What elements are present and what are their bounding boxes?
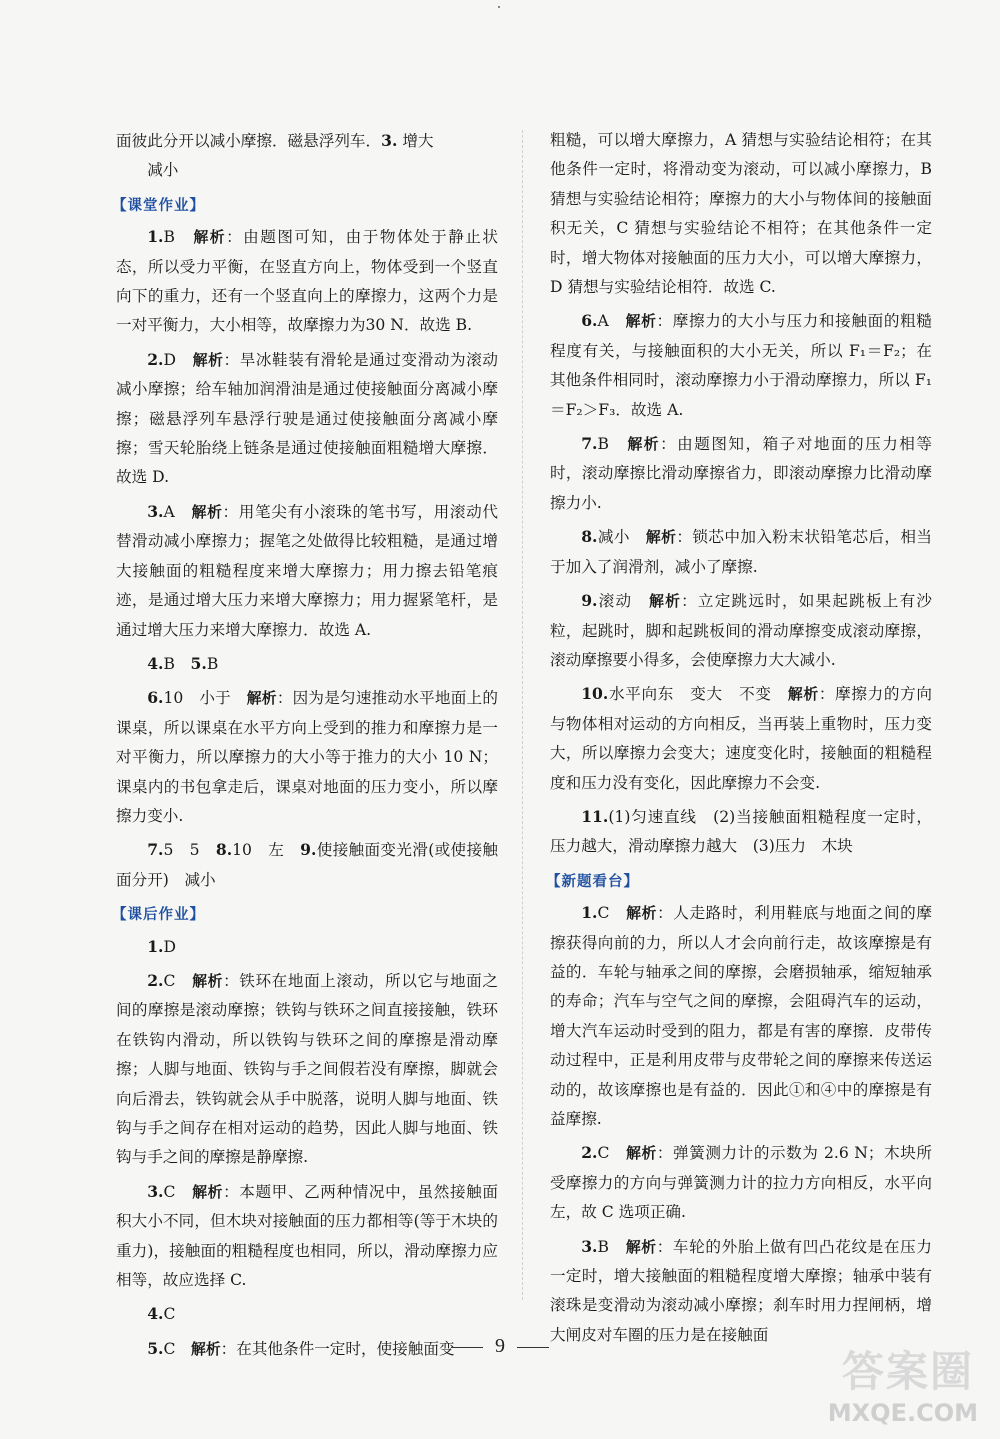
answer-choice: B — [163, 654, 175, 673]
item-number: 2. — [581, 1143, 598, 1163]
answer-item — [116, 345, 498, 493]
column-divider — [522, 130, 523, 1300]
analysis-label: 解析 — [191, 503, 223, 521]
analysis-label: 解析 — [246, 690, 277, 708]
page-number-dash — [517, 1347, 549, 1348]
answer-choice: C — [597, 1144, 610, 1163]
analysis-text: ：铁环在地面上滚动，所以它与地面之间的摩擦是滚动摩擦；铁钩与铁环之间直接接触，铁环在铁钩内滑动，所以铁钩与铁环之间的摩擦是滑动摩擦；人脚与地面、铁钩与手之间假若没有摩擦，脚就会向后滑去，铁钩就会从手中脱落，说明人脚与地面、铁钩与手之间存在相对运动的趋势，因此人脚与地面、铁钩与手之间的摩擦是静摩擦. — [116, 971, 498, 1167]
watermark-logo — [812, 1337, 982, 1427]
analysis-text: ：锁芯中加入粉末状铅笔芯后，相当于加入了润滑剂，减小了摩擦. — [550, 528, 932, 576]
item-number: 4. — [147, 1304, 164, 1324]
answer-choice: C — [163, 1182, 176, 1201]
analysis-label: 解析 — [649, 593, 682, 611]
answer-item — [116, 222, 498, 341]
analysis-label: 解析 — [626, 905, 658, 923]
analysis-text: ：用笔尖有小滚珠的笔书写，用滚动代替滑动减小摩擦力；握笔之处做得比较粗糙，是通过增大接触面的粗糙程度来增大摩擦力；用力擦去铅笔痕迹，是通过增大压力来增大摩擦力；用力握紧笔杆，是通过增大压力来增大摩擦力．故选 A. — [116, 502, 498, 639]
intro-paragraph — [116, 126, 498, 186]
answer-choice: 5 5 — [163, 841, 200, 860]
answer-item — [550, 586, 932, 675]
answer-item — [550, 306, 932, 425]
item-number: 8. — [581, 527, 598, 547]
answer-choice: 10 左 — [232, 841, 285, 860]
analysis-text: ：旱冰鞋装有滑轮是通过变滑动为滚动减小摩擦；给车轴加润滑油是通过使接触面分离减小摩擦；磁悬浮列车悬浮行驶是通过使接触面分离减小摩擦；雪天轮胎绕上链条是通过使接触面粗糙增大摩擦．故选 D. — [116, 350, 498, 487]
item-number: 2. — [147, 349, 164, 369]
answer-item — [116, 683, 498, 831]
answer-choice: C — [163, 971, 176, 990]
answer-item — [550, 802, 932, 862]
page-number-value: 9 — [495, 1335, 505, 1357]
analysis-text: ：车轮的外胎上做有凹凸花纹是在压力一定时，增大接触面的粗糙程度增大摩擦；轴承中装有滚珠是变滑动为滚动减小摩擦；刹车时用力捏闸柄，增大闸皮对车圈的压力是在接触面 — [550, 1237, 932, 1344]
watermark-url: MXQE.COM — [827, 1399, 978, 1427]
analysis-label: 解析 — [625, 313, 657, 331]
answer-choice: B — [597, 1237, 609, 1256]
analysis-label: 解析 — [193, 229, 227, 247]
right-column — [546, 126, 932, 1354]
answer-choice: 减小 — [597, 528, 630, 547]
analysis-label: 解析 — [192, 351, 224, 369]
answer-choice: 水平向东 变大 不变 — [608, 685, 772, 704]
analysis-text: ：立定跳远时，如果起跳板上有沙粒，起跳时，脚和起跳板间的滑动摩擦变成滚动摩擦，滚动摩擦要小得多，会使摩擦力大大减小. — [550, 592, 932, 669]
answer-item — [116, 1177, 498, 1296]
item-number: 6. — [581, 311, 598, 331]
answer-item — [550, 1138, 932, 1227]
item-number: 1. — [147, 227, 164, 247]
item-number: 10. — [581, 684, 609, 704]
section-heading-homework: 【课后作业】 — [112, 907, 205, 924]
answer-choice: D — [163, 350, 176, 369]
item-number: 3. — [581, 1236, 598, 1256]
answer-choice: (1)匀速直线 (2)当接触面粗糙程度一定时，压力越大，滑动摩擦力越大 (3)压力 木块 — [550, 807, 932, 856]
analysis-text: ：摩擦力的方向与物体相对运动的方向相反，当再装上重物时，压力变大，所以摩擦力会变大；速度变化时，接触面的粗糙程度和压力没有变化，因此摩擦力不会变. — [550, 685, 932, 792]
item-number: 4. — [147, 653, 164, 673]
answer-item — [116, 966, 498, 1173]
analysis-label: 解析 — [627, 436, 661, 454]
page-number-dash — [451, 1347, 483, 1348]
item-number: 9. — [300, 840, 317, 860]
scan-mark — [498, 6, 500, 8]
analysis-text: ：在其他条件一定时，使接触面变 — [220, 1339, 455, 1358]
answer-item — [116, 497, 498, 645]
analysis-text: ：弹簧测力计的示数为 2.6 N；木块所受摩擦力的方向与弹簧测力计的拉力方向相反，水平向左，故 C 选项正确. — [550, 1144, 932, 1222]
analysis-text: ：由题图可知，由于物体处于静止状态，所以受力平衡，在竖直方向上，物体受到一个竖直向下的重力，还有一个竖直向上的摩擦力，这两个力是一对平衡力，大小相等，故摩擦力为30 N．故选 B. — [116, 228, 498, 335]
answer-item — [550, 679, 932, 798]
answer-choice: A — [597, 312, 609, 331]
analysis-label: 解析 — [191, 1340, 221, 1358]
item-number: 6. — [147, 688, 164, 708]
item-number: 5. — [147, 1338, 164, 1358]
analysis-label: 解析 — [787, 686, 819, 704]
analysis-text: ：本题甲、乙两种情况中，虽然接触面积大小不同，但木块对接触面的压力都相等(等于木块的重力)，接触面的粗糙程度也相同，所以，滑动摩擦力应相等，故应选择 C. — [116, 1182, 498, 1290]
intro-text: 面彼此分开以减小摩擦．磁悬浮列车． — [116, 132, 382, 150]
answer-item — [550, 522, 932, 582]
answer-choice: 滚动 — [597, 592, 633, 611]
section-heading-new-questions: 【新题看台】 — [546, 873, 639, 890]
item-number: 11. — [581, 806, 609, 826]
item-number: 9. — [581, 591, 598, 611]
analysis-label: 解析 — [192, 972, 224, 990]
answer-choice: C — [597, 904, 610, 923]
item-number: 7. — [147, 840, 164, 860]
watermark-title: 答案圈 — [841, 1347, 974, 1396]
answer-text: 减小 — [147, 161, 179, 180]
answer-choice: B — [163, 228, 175, 247]
item-number: 5. — [190, 653, 207, 673]
item-number: 1. — [581, 903, 598, 923]
answer-item — [550, 429, 932, 518]
analysis-text: ：由题图知，箱子对地面的压力相等时，滚动摩擦比滑动摩擦省力，即滚动摩擦力比滑动摩擦力小. — [550, 435, 932, 512]
answer-item — [116, 1299, 498, 1329]
answer-item — [550, 1232, 932, 1351]
item-number: 1. — [147, 936, 164, 956]
item-number: 3. — [147, 1181, 164, 1201]
answer-item — [116, 835, 498, 895]
analysis-label: 解析 — [626, 1145, 657, 1163]
analysis-text: ：摩擦力的大小与压力和接触面的粗糙程度有关，与接触面积的大小无关，所以 F₁＝F₂；在其他条件相同时，滚动摩擦力小于滑动摩擦力，所以 F₁＝F₂＞F₃．故选 A. — [550, 312, 932, 419]
analysis-text: ：人走路时，利用鞋底与地面之间的摩擦获得向前的力，所以人才会向前行走，故该摩擦是有益的．车轮与轴承之间的摩擦，会磨损轴承，缩短轴承的寿命；汽车与空气之间的摩擦，会阻碍汽车的运动，增大汽车运动时受到的阻力，都是有害的摩擦．皮带传动过程中，正是利用皮带与皮带轮之间的摩擦来传送运动的，故该摩擦也是有益的．因此①和④中的摩擦是有益摩擦. — [550, 904, 932, 1128]
item-number: 2. — [147, 970, 164, 990]
analysis-label: 解析 — [192, 1183, 224, 1201]
answer-item — [116, 932, 498, 962]
answer-choice: C — [163, 1339, 176, 1358]
analysis-label: 解析 — [645, 529, 677, 547]
continued-paragraph: 粗糙，可以增大摩擦力，A 猜想与实验结论相符；在其他条件一定时，将滑动变为滚动，可以减小摩擦力，B 猜想与实验结论相符；摩擦力的大小与物体间的接触面积无关，C 猜想与实验结论不相符；在其他条件一定时，增大物体对接触面的压力大小，可以增大摩擦力，D 猜想与实验结论相符．故选 C. — [550, 131, 932, 297]
answer-choice: 使接触面变光滑(或使接触面分开) 减小 — [116, 841, 498, 889]
answer-choice: D — [163, 937, 176, 956]
item-number: 8. — [215, 840, 233, 860]
analysis-label: 解析 — [625, 1238, 657, 1256]
section-heading-class-work: 【课堂作业】 — [112, 197, 205, 214]
left-column — [112, 126, 498, 1368]
answer-choice: B — [597, 435, 609, 454]
answer-choice: 10 小于 — [163, 689, 231, 708]
item-number: 3. — [381, 131, 398, 150]
answer-item — [550, 898, 932, 1134]
item-number: 7. — [581, 434, 598, 454]
answer-item — [116, 649, 498, 679]
analysis-text: ：因为是匀速推动水平地面上的课桌，所以课桌在水平方向上受到的推力和摩擦力是一对平衡力，所以摩擦力的大小等于推力的大小 10 N；课桌内的书包拿走后，课桌对地面的压力变小，所以摩擦力变小. — [116, 689, 498, 825]
answer-choice: C — [163, 1305, 176, 1324]
answer-text: 增大 — [402, 132, 434, 150]
answer-choice: A — [163, 502, 175, 521]
item-number: 3. — [147, 501, 164, 521]
answer-choice: B — [206, 654, 219, 673]
